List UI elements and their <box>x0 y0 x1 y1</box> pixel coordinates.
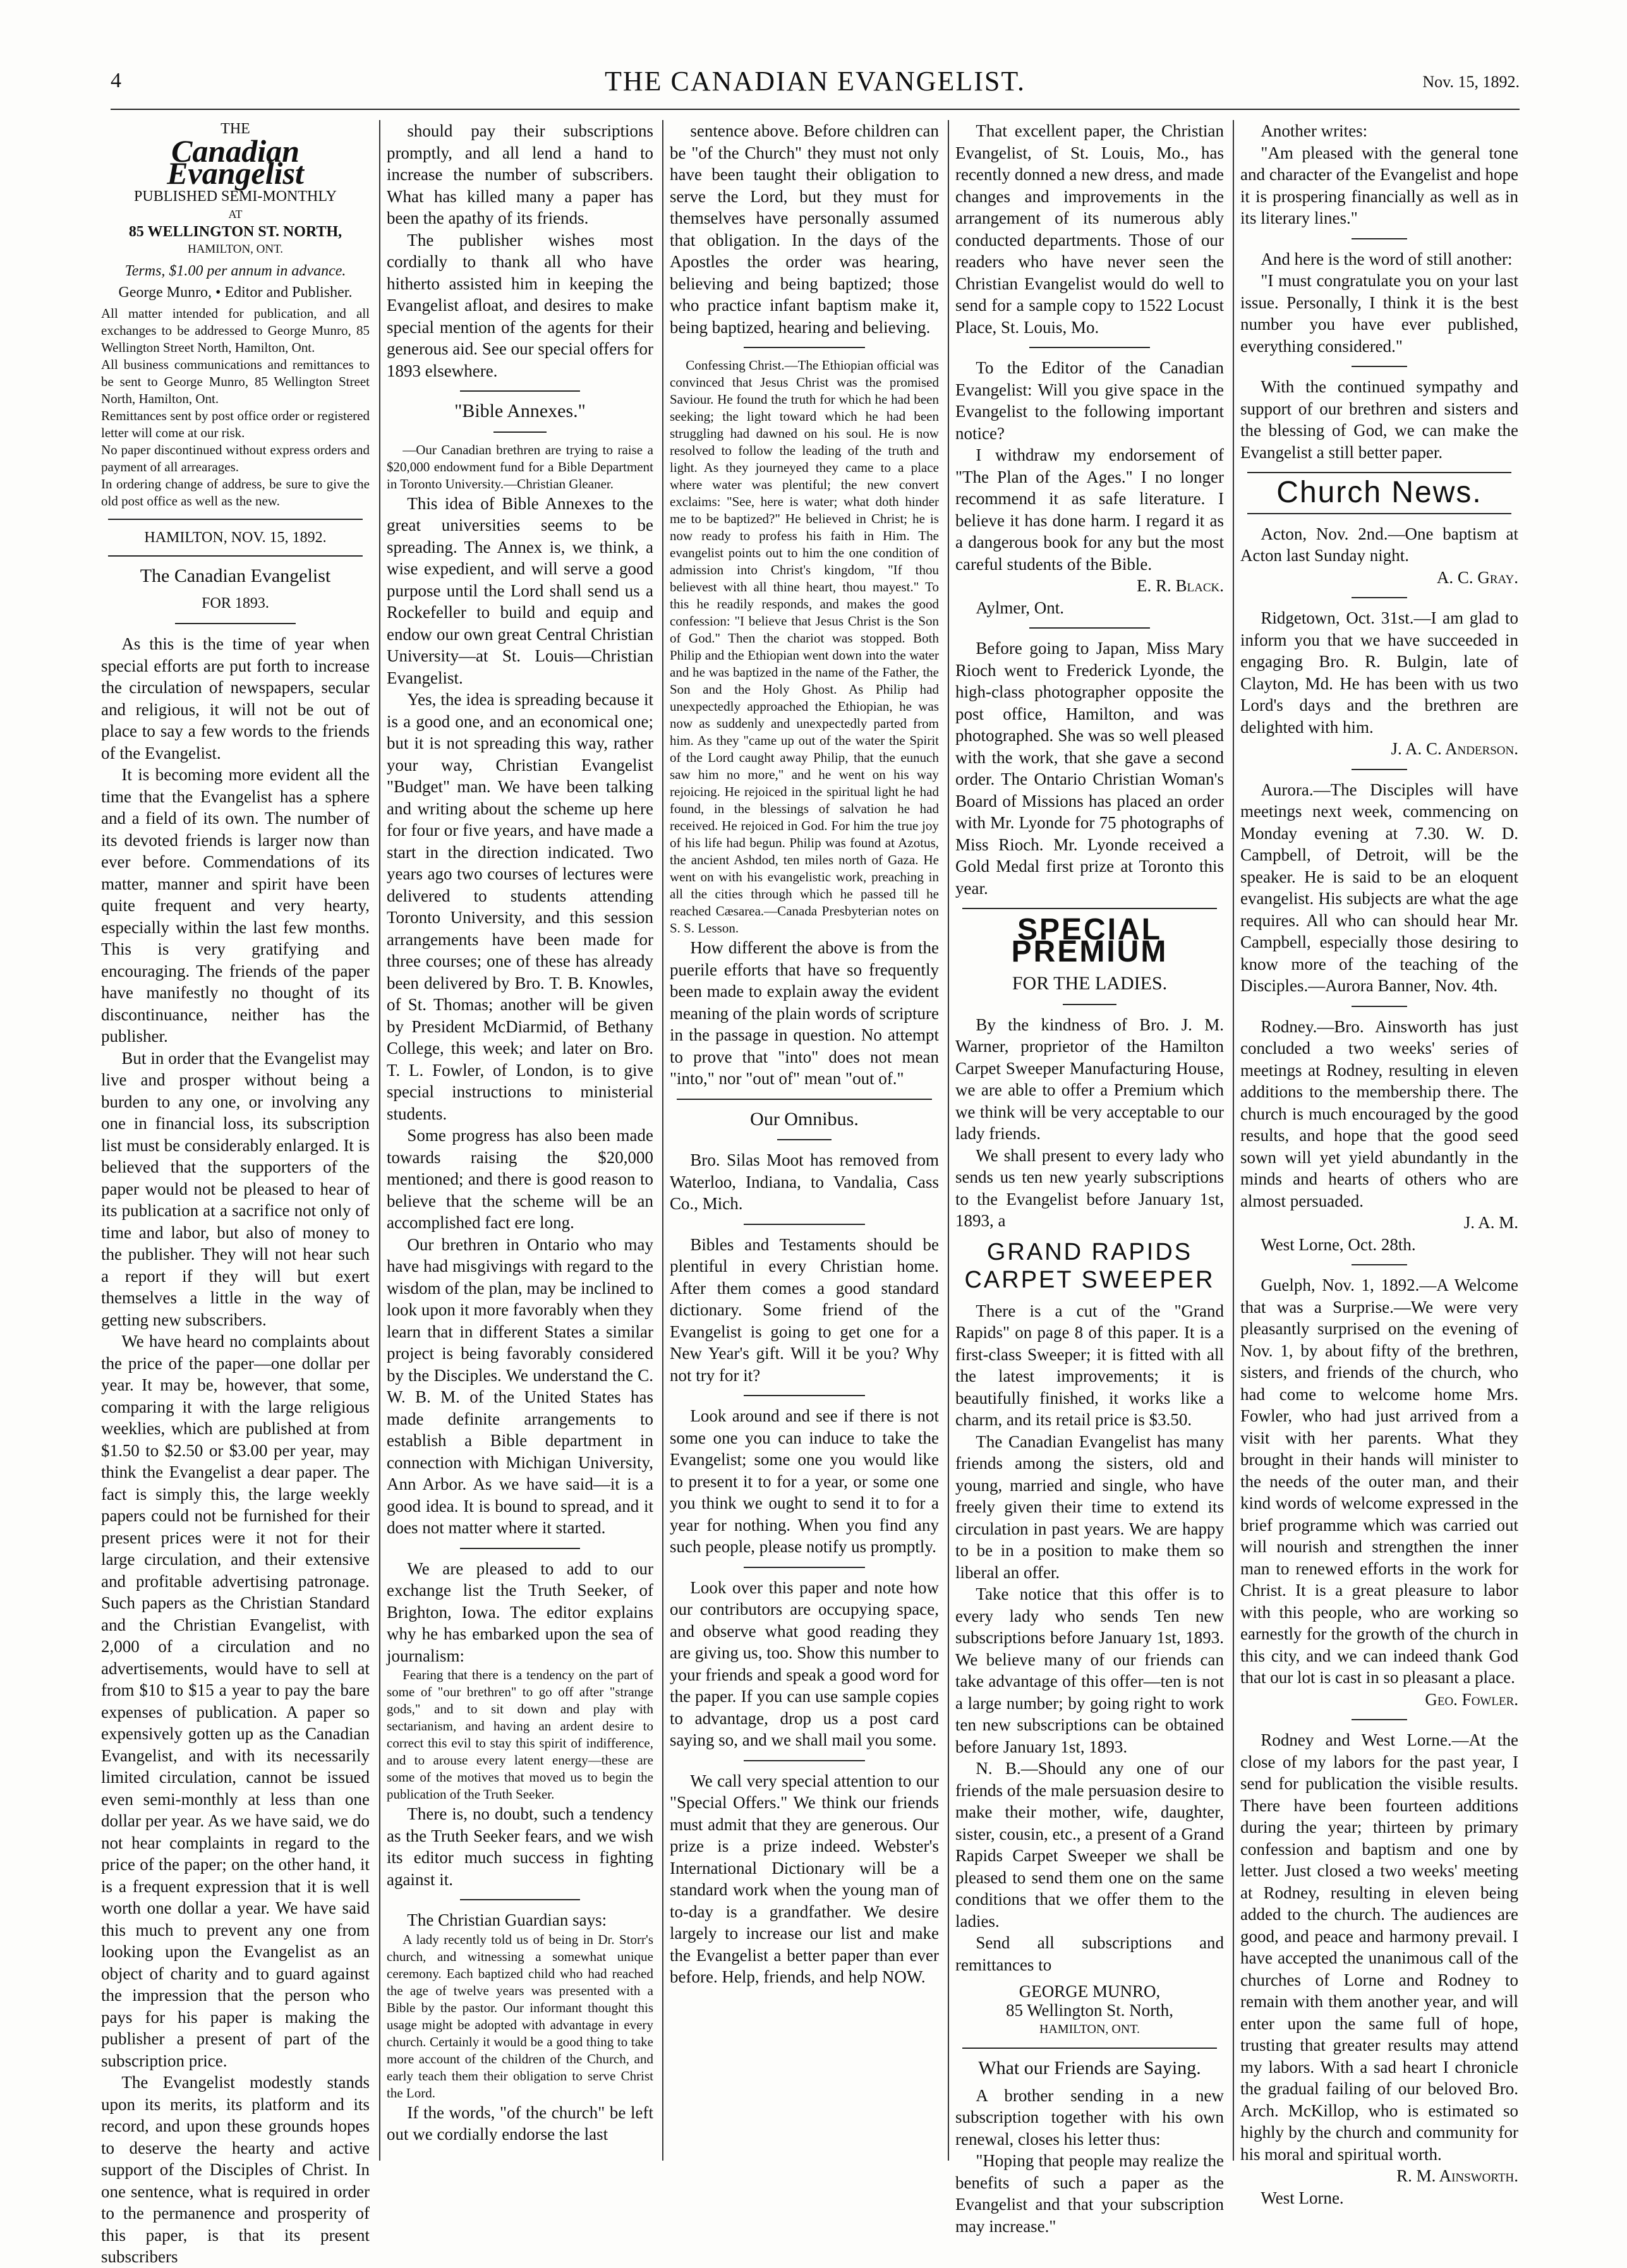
column-1 <box>101 120 370 2266</box>
column-2 <box>387 120 653 2161</box>
paragraph: Another writes: <box>1261 121 1368 140</box>
rule <box>1352 1719 1407 1720</box>
paragraph: We shall present to every lady who sends us ten new yearly subscriptions to the Evangelist before January 1st, 1893, a <box>955 1145 1224 1230</box>
column-rule <box>1233 120 1234 2161</box>
column-rule <box>662 120 663 2161</box>
lesson-note: Confessing Christ.—The Ethiopian official was convinced that Jesus Christ was the promised Saviour. He found the truth for which he had been seeking; the light toward which he had been struggling had dawned on his soul. He is now resolved to follow the leading of the truth and light. As they journeyed they came to a place where water was plentiful; the new convert exclaims: "See, here is water; what doth hinder me to be baptized?" He believed in Christ; he is now ready to profess his faith in Him. The evangelist points out to him the one condition of admission into Christ's kingdom, "If thou believest with all thine heart, thou mayest." To this he readily responds, and makes the good confession: "I believe that Jesus Christ is the Son of God." Then the chariot was stopped. Both Philip and the Ethiopian went down into the water and he was baptized in the name of the Father, the Son and the Holy Ghost. As Philip had unexpectedly approached the Ethiopian, he was now as suddenly and unexpectedly parted from him. As they "came up out of the water the Spirit of the Lord caught away Philip, that the eunuch saw him no more," and he went on his way rejoicing. He rejoiced in the spiritual light he had found, in the blessings of salvation he had received. He rejoiced in God. For him the true joy of his life had begun. Philip was found at Azotus, the ancient Ashdod, ten miles north of Gaza. He went on with his evangelistic work, preaching in all the cities through which he passed till he reached Cæsarea.—Canada Presbyterian notes on S. S. Lesson. <box>670 358 939 936</box>
rule <box>962 2048 1218 2049</box>
page-number: 4 <box>111 69 121 92</box>
paragraph: I withdraw my endorsement of "The Plan of the Ages." I no longer recommend it as safe literature. I believe it has done harm. I regard it as a dangerous book for any but the most careful students of the Bible. <box>955 445 1224 574</box>
notice: All matter intended for publication, and all exchanges to be addressed to George Munro, 85 Wellington Street North, Hamilton, Ont. <box>101 306 370 355</box>
rule <box>460 1548 580 1549</box>
paragraph: Before going to Japan, Miss Mary Rioch went to Frederick Lyonde, the high-class photographer opposite the post office, Hamilton, and was photographed. She was so well pleased with the work, that she gave a second order. The Ontario Christian Woman's Board of Missions has placed an order with Mr. Lyonde for 75 photographs of Miss Rioch. Mr. Lyonde received a Gold Medal first prize at Toronto this year. <box>955 639 1224 898</box>
paragraph: Look around and see if there is not some one you can induce to take the Evangelist; some one you would like to present it to for a year, or some one you think we ought to send it to for a year for nothing. When you find any such people, please notify us promptly. <box>670 1406 939 1556</box>
signature: E. R. Black. <box>1137 576 1224 595</box>
article-heading: The Canadian Evangelist <box>140 565 331 586</box>
article-heading: "Bible Annexes." <box>454 401 586 421</box>
rule <box>744 1760 865 1761</box>
paragraph: And here is the word of still another: <box>1261 249 1513 268</box>
rule <box>1352 597 1407 598</box>
notice: Remittances sent by post office order or registered letter will come at our risk. <box>101 408 370 440</box>
header-rule <box>111 109 1520 110</box>
paragraph: The Evangelist modestly stands upon its merits, its platform and its record, and upon these grounds hopes to deserve the hearty and active support of the Disciples of Christ. In one sentence, what is required in order to the permanence and prosperity of this paper, is that its present subscribers <box>101 2073 370 2266</box>
rule <box>1029 627 1150 629</box>
rule <box>1352 769 1407 770</box>
editor-line: George Munro, • Editor and Publisher. <box>118 284 353 301</box>
article-subheading: FOR 1893. <box>202 594 269 612</box>
paragraph: Bro. Silas Moot has removed from Waterloo, Indiana, to Vandalia, Cass Co., Mich. <box>670 1150 939 1213</box>
paragraph: With the continued sympathy and support of our brethren and sisters and the blessing of God, we can make the Evangelist a still better paper. <box>1240 377 1518 462</box>
signature: R. M. Ainsworth. <box>1396 2166 1518 2185</box>
carpet-sweeper-heading: GRAND RAPIDS CARPET SWEEPER <box>964 1238 1215 1293</box>
quoted-note: —Our Canadian brethren are trying to raise a $20,000 endowment fund for a Bible Department in Toronto University.—Christian Gleaner. <box>387 442 653 492</box>
place-line: West Lorne, Oct. 28th. <box>1261 1234 1416 1254</box>
rule <box>1029 347 1150 348</box>
rule <box>744 347 865 348</box>
paragraph: The Canadian Evangelist has many friends among the sisters, old and young, married and single, who have freely given their time to extend its circulation in past years. We are happy to be in a position to make them so liberal an offer. <box>955 1432 1224 1582</box>
rule <box>1352 1264 1407 1265</box>
rule <box>1352 366 1407 367</box>
paragraph: As this is the time of year when special efforts are put forth to increase the circulation of newspapers, secular and religious, it will not be out of place to say a few words to the friends of the Evangelist. <box>101 634 370 763</box>
paragraph: Bibles and Testaments should be plentiful in every Christian home. After them comes a good standard dictionary. Some friend of the Evangelist is going to get one for a New Year's gift. Will it be you? Why not try for it? <box>670 1234 939 1385</box>
paragraph: Acton, Nov. 2nd.—One baptism at Acton last Sunday night. <box>1240 524 1518 565</box>
address-city: HAMILTON, ONT. <box>1039 2022 1140 2036</box>
rule <box>1063 1004 1116 1005</box>
rule <box>744 1395 865 1396</box>
rule <box>460 1899 580 1900</box>
notice: In ordering change of address, be sure to give the old post office as well as the new. <box>101 476 370 509</box>
mailing-address <box>955 1982 1224 2039</box>
paragraph: It is becoming more evident all the time that the Evangelist has a sphere and a field of its own. The number of its devoted friends is larger now than ever before. Commendations of its matter, manner and spirit have been quite frequent and very hearty, especially within the last few months. This is very gratifying and encouraging. The friends of the paper have manifestly no thought of its discontinuance, neither has the publisher. <box>101 765 370 1046</box>
rule <box>108 555 363 557</box>
paragraph: We have heard no complaints about the price of the paper—one dollar per year. It may be, however, that some, comparing it with the large religious weeklies, which are published at from $1.50 to $2.50 or $3.00 per year, may think the Evangelist a dear paper. The fact is simply this, the large weekly papers could not be furnished for their present prices were it not for their large circulation, and their extensive and profitable advertising patronage. Such papers as the Christian Standard and the Christian Evangelist, with 2,000 of a circulation and no advertisements, would have to sell at from $10 to $15 a year to pay the bare expenses of publication. A paper so expensively gotten up as the Canadian Evangelist, and with its necessarily limited circulation, cannot be issued even semi-monthly at less than one dollar per year. As we have said, we do not hear complaints in regard to the price of the paper; on the other hand, it is a frequent expression that it is well worth one dollar a year. We have said this much to prevent any one from looking upon the Evangelist as an object of charity and to guard against the impression that the person who pays for his paper is making the publisher a present of part of the subscription price. <box>101 1332 370 2070</box>
masthead-the: THE <box>221 121 250 137</box>
premium-subheading: FOR THE LADIES. <box>1012 973 1168 994</box>
signature: J. A. C. Anderson. <box>1391 739 1518 758</box>
column-5 <box>1240 120 1518 2207</box>
paragraph: There is, no doubt, such a tendency as the Truth Seeker fears, and we wish its editor much success in fighting against it. <box>387 1804 653 1889</box>
rule <box>1352 238 1407 239</box>
newspaper-title: THE CANADIAN EVANGELIST. <box>605 66 1025 97</box>
column-rule <box>948 120 949 2161</box>
published-line: PUBLISHED SEMI-MONTHLY <box>134 188 337 205</box>
rule <box>1247 513 1511 514</box>
issue-date: Nov. 15, 1892. <box>1422 73 1520 91</box>
paragraph: Our brethren in Ontario who may have had misgivings with regard to the wisdom of the plan, may be inclined to look upon it more favorably when they learn that in different States a similar project is being favorably considered by the Disciples. We understand the C. W. B. M. of the United States has made definite arrangements to establish a Bible department in connection with Michigan University, Ann Arbor. As we have said—it is a good idea. It is bound to spread, and it does not matter where it started. <box>387 1234 653 1537</box>
address-name: GEORGE MUNRO, <box>1019 1982 1161 2001</box>
paragraph: Ridgetown, Oct. 31st.—I am glad to inform you that we have succeeded in engaging Bro. R. Bulgin, late of Clayton, Md. He has been with us two Lord's days and the brethren are delighted with him. <box>1240 608 1518 737</box>
rule <box>744 1567 865 1568</box>
special-premium-heading: SPECIAL PREMIUM <box>1011 913 1168 968</box>
quoted-paragraph: A lady recently told us of being in Dr. Storr's church, and witnessing a somewhat unique ceremony. Each baptized child who had reached the age of twelve years was presented with a Bible by the pastor. Our informant thought this usage might be adopted with advantage in every church. Certainly it would be a good thing to take more account of the children of the Church, and early teach them their obligation to serve Christ the Lord. <box>387 1931 653 2101</box>
rule <box>108 519 363 520</box>
paragraph: A brother sending in a new subscription together with his own renewal, closes his letter thus: <box>955 2085 1224 2149</box>
rule <box>777 1139 831 1140</box>
paragraph: "Hoping that people may realize the benefits of such a paper as the Evangelist and that your subscription may increase." <box>955 2151 1224 2236</box>
paragraph: "Am pleased with the general tone and character of the Evangelist and hope it is prospering financially as well as in its literary lines." <box>1240 143 1518 227</box>
paragraph: Rodney and West Lorne.—At the close of my labors for the past year, I send for publication the visible results. There have been fourteen additions during the year; thirteen by primary confession and baptism and one by letter. Just closed a two weeks' meeting at Rodney, resulting in eleven being added to the church. The audiences are good, and peace and harmony prevail. I have accepted the unanimous call of the churches of Lorne and Rodney to remain with them another year, and will enter upon the same full of hope, trusting that greater results may attend my labors. With a sad heart I chronicle the gradual failing of our beloved Bro. Arch. McKillop, who is estimated so highly by the church and community for his moral and spiritual worth. <box>1240 1730 1518 2164</box>
dateline: HAMILTON, NOV. 15, 1892. <box>144 529 327 546</box>
paragraph: Take notice that this offer is to every lady who sends Ten new subscriptions before January 1st, 1893. We believe many of our friends can take advantage of this offer—ten is not a large number; by going right to work ten new subscriptions can be obtained before January 1st, 1893. <box>955 1584 1224 1756</box>
notice: All business communications and remittances to be sent to George Munro, 85 Wellington Street North, Hamilton, Ont. <box>101 357 370 406</box>
masthead-city: HAMILTON, ONT. <box>187 243 284 256</box>
place-line: Aylmer, Ont. <box>976 598 1065 617</box>
paragraph: The Christian Guardian says: <box>407 1910 607 1929</box>
paragraph: There is a cut of the "Grand Rapids" on page 8 of this paper. It is a first-class Sweeper; it is fitted with all the latest improvements; it is beautifully finished, it works like a charm, and its retail price is $3.50. <box>955 1301 1224 1429</box>
at-line: AT <box>228 208 243 220</box>
rule <box>677 1099 933 1100</box>
paragraph: Look over this paper and note how our contributors are occupying space, and observe what good reading they are giving us, too. Show this number to your friends and speak a good word for the paper. If you can use sample copies to advantage, drop us a post card saying so, and we shall mail you some. <box>670 1577 939 1749</box>
rule <box>493 431 547 433</box>
quoted-paragraph: Fearing that there is a tendency on the part of some of "our brethren" to go off after "strange gods," and to sit down and play with sectarianism, and having an ardent desire to correct this evil to stay this spirit of indifference, and to arouse every latent energy—these are some of the motives that moved us to begin the publication of the Truth Seeker. <box>387 1667 653 1802</box>
article-heading: What our Friends are Saying. <box>978 2058 1201 2078</box>
column-rule <box>379 120 380 2161</box>
paragraph: We are pleased to add to our exchange list the Truth Seeker, of Brighton, Iowa. The editor explains why he has embarked upon the sea of journalism: <box>387 1559 653 1665</box>
rule <box>1352 1006 1407 1007</box>
paragraph: Aurora.—The Disciples will have meetings next week, commencing on Monday evening at 7.30. W. D. Campbell, of Detroit, will be the speaker. He is said to be an eloquent evangelist. His subjects are what the age requires. All who can should hear Mr. Campbell, especially those desiring to know more of the teaching of the Disciples.—Aurora Banner, Nov. 4th. <box>1240 780 1518 995</box>
paragraph: By the kindness of Bro. J. M. Warner, proprietor of the Hamilton Carpet Sweeper Manufacturing House, we are able to offer a Premium which we think will be very acceptable to our lady friends. <box>955 1015 1224 1143</box>
paragraph: How different the above is from the puerile efforts that have so frequently been made to explain away the evident meaning of the plain words of scripture in the passage in question. No attempt to prove that "into" does not mean "into," nor "out of" mean "out of." <box>670 938 939 1088</box>
paragraph: N. B.—Should any one of our friends of the male persuasion desire to make their mother, wife, daughter, sister, cousin, etc., a present of a Grand Rapids Carpet Sweeper we shall be pleased to send them one on the same conditions that we offer them to the ladies. <box>955 1759 1224 1931</box>
paragraph: Guelph, Nov. 1, 1892.—A Welcome that was a Surprise.—We were very pleasantly surprised on the evening of Nov. 1, by about fifty of the brethren, sisters, and friends of the church, who had come to welcome home Mrs. Fowler, who had just arrived from a visit with her parents. What they brought in their hands will minister to the needs of the outer man, and their kind words of welcome expressed in the brief programme which was carried out will nourish and strengthen the inner man to renewed efforts in the work for Christ. It is a great pleasure to labor with this people, who are working so earnestly for the growth of the church in this city, and we can indeed thank God that our lot is cast in so pleasant a place. <box>1240 1276 1518 1687</box>
paragraph: Rodney.—Bro. Ainsworth has just concluded a two weeks' series of meetings at Rodney, resulting in eleven additions to the membership there. The church is much encouraged by the good results, and hope that the good seed sown will yet yield abundantly in the minds and hearts of others who are almost persuaded. <box>1240 1016 1518 1210</box>
masthead-address: 85 WELLINGTON ST. NORTH, <box>128 224 342 240</box>
paragraph: sentence above. Before children can be "of the Church" they must not only have been taught their obligation to serve the Lord, but they must for themselves have personally assumed that obligation. In the days of the Apostles the order was hearing, believing and being baptized; those who practice infant baptism make it, being baptized, hearing and believing. <box>670 121 939 337</box>
article-heading: Our Omnibus. <box>750 1108 859 1130</box>
paragraph: should pay their subscriptions promptly, and all lend a hand to increase the number of subscribers. What has killed many a paper has been the apathy of its friends. <box>387 121 653 227</box>
page-header <box>111 60 1520 104</box>
rule <box>460 390 580 392</box>
column-3 <box>670 120 939 2161</box>
paragraph: But in order that the Evangelist may live and prosper without being a burden to any one, or involving any one in financial loss, its subscription list must be considerably enlarged. It is believed that the supporters of the paper would not be pleased to hear of its publication at a sacrifice not only of time and labor, but also of money to the publisher. They will not hear such a report if they will but exert themselves a little in the way of getting new subscribers. <box>101 1048 370 1329</box>
signature: J. A. M. <box>1463 1213 1518 1232</box>
paragraph: To the Editor of the Canadian Evangelist: Will you give space in the Evangelist to the following important notice? <box>955 358 1224 443</box>
paragraph: This idea of Bible Annexes to the great universities seems to be spreading. The Annex is, we think, a wise expedient, and will serve a good purpose until the Lord shall send us a Rockefeller to build and equip and endow our own great Central Christian University—at St. Louis—Christian Evangelist. <box>387 493 653 687</box>
rule <box>1247 472 1511 473</box>
signature: A. C. Gray. <box>1436 567 1518 587</box>
paragraph: We call very special attention to our "Special Offers." We think our friends must admit that they are generous. Our prize is a prize indeed. Webster's International Dictionary will be a standard work when the young man of to-day is a grandfather. We desire largely to increase our list and make the Evangelist a better paper than ever before. Help, friends, and help NOW. <box>670 1771 939 1986</box>
notice: No paper discontinued without express orders and payment of all arrearages. <box>101 442 370 474</box>
rule <box>175 623 296 624</box>
masthead-title: Canadian Evangelist <box>167 133 304 191</box>
place-line: West Lorne. <box>1261 2188 1344 2207</box>
paragraph: Some progress has also been made towards raising the $20,000 mentioned; and there is good reason to believe that the scheme will be an accomplished fact ere long. <box>387 1126 653 1232</box>
column-4 <box>955 120 1224 2236</box>
church-news-heading: Church News. <box>1276 476 1482 509</box>
paragraph: The publisher wishes most cordially to thank all who have hitherto assisted him in keeping the Evangelist afloat, and desires to make special mention of the agents for their generous aid. See our special offers for 1893 elsewhere. <box>387 230 653 380</box>
signature: Geo. Fowler. <box>1425 1689 1518 1709</box>
paragraph: That excellent paper, the Christian Evangelist, of St. Louis, Mo., has recently donned a new dress, and made changes and improvements in the arrangement of its numerous ably conducted departments. Those of our readers who have never seen the Christian Evangelist would do well to send for a sample copy to 1522 Locust Place, St. Louis, Mo. <box>955 121 1224 337</box>
terms-line: Terms, $1.00 per annum in advance. <box>124 263 346 279</box>
paragraph: If the words, "of the church" be left out we cordially endorse the last <box>387 2102 653 2144</box>
rule <box>744 1224 865 1225</box>
rule <box>962 908 1218 909</box>
paragraph: "I must congratulate you on your last issue. Personally, I think it is the best number you have ever published, everything considered." <box>1240 271 1518 356</box>
paragraph: Yes, the idea is spreading because it is a good one, and an economical one; but it is not spreading this way, rather your way, Christian Evangelist "Budget" man. We have been talking and writing about the scheme up here for four or five years, and have made a start in the direction indicated. Two years ago two courses of lectures were delivered to students attending Toronto University, and this session arrangements have been made for three courses; one of these has already been delivered by Bro. T. B. Knowles, of St. Thomas; another will be given by President McDiarmid, of Bethany College, this week; and later on Bro. T. L. Fowler, of London, is to give special instructions to ministerial students. <box>387 690 653 1123</box>
paragraph: Send all subscriptions and remittances to <box>955 1933 1224 1974</box>
address-street: 85 Wellington St. North, <box>1005 2001 1174 2020</box>
